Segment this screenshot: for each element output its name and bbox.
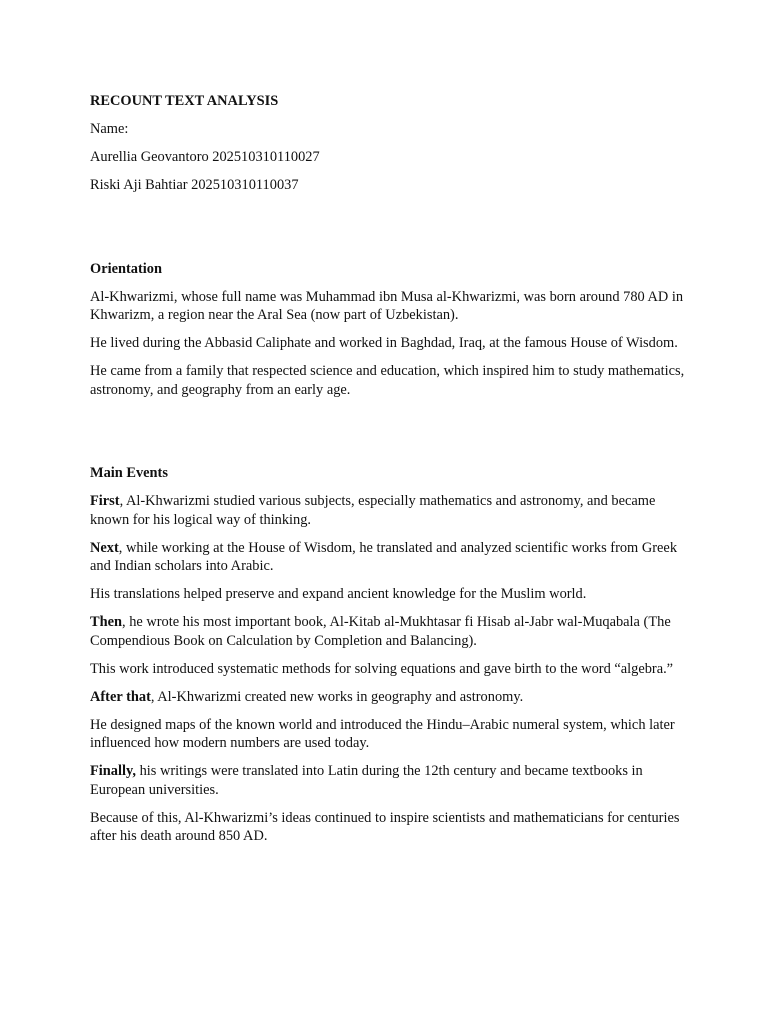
document-title: RECOUNT TEXT ANALYSIS	[90, 93, 279, 109]
event-text: , Al-Khwarizmi studied various subjects, especially mathematics and astronomy, and became known for his logical way of thinking.	[90, 493, 656, 528]
orientation-paragraph: He lived during the Abbasid Caliphate and worked in Baghdad, Iraq, at the famous House of Wisdom.	[90, 335, 678, 351]
event-paragraph	[90, 492, 690, 529]
event-text: , Al-Khwarizmi created new works in geography and astronomy.	[150, 688, 524, 705]
document-body	[90, 92, 690, 846]
orientation-heading: Orientation	[90, 260, 162, 277]
event-lead: After that	[90, 688, 151, 705]
name-label: Name:	[90, 121, 129, 137]
orientation-paragraph: Al-Khwarizmi, whose full name was Muhammad ibn Musa al-Khwarizmi, was born around 780 AD in Khwarizm, a region near the Aral Sea (now part of Uzbekistan).	[90, 288, 684, 323]
orientation-paragraph: He came from a family that respected science and education, which inspired him to study mathematics, astronomy, and geography from an early age.	[90, 363, 685, 398]
event-lead: First	[90, 493, 120, 509]
event-text: , he wrote his most important book, Al-Kitab al-Mukhtasar fi Hisab al-Jabr wal-Muqabala (The Compendious Book on Calculation by Completion and Balancing).	[90, 614, 671, 649]
event-lead: Finally,	[90, 763, 136, 779]
event-text: his writings were translated into Latin during the 12th century and became textbooks in European universities.	[90, 763, 643, 798]
event-text: This work introduced systematic methods for solving equations and gave birth to the word “algebra.”	[90, 660, 674, 677]
author-line: Aurellia Geovantoro 202510310110027	[90, 149, 320, 165]
event-text: , while working at the House of Wisdom, he translated and analyzed scientific works from Greek and Indian scholars into Arabic.	[90, 539, 678, 574]
event-paragraph	[90, 539, 690, 576]
event-paragraph	[90, 660, 690, 679]
main-events-heading: Main Events	[90, 465, 168, 481]
event-paragraph	[90, 809, 690, 846]
event-paragraph	[90, 585, 690, 604]
event-text: He designed maps of the known world and introduced the Hindu–Arabic numeral system, which later influenced how modern numbers are used today.	[90, 716, 675, 751]
event-lead: Next	[90, 539, 119, 556]
author-line: Riski Aji Bahtiar 202510310110037	[90, 177, 299, 193]
event-text: Because of this, Al-Khwarizmi’s ideas continued to inspire scientists and mathematicians for centuries after his death around 850 AD.	[90, 809, 680, 844]
event-paragraph	[90, 716, 690, 753]
event-paragraph	[90, 613, 690, 650]
event-paragraph	[90, 762, 690, 799]
event-text: His translations helped preserve and expand ancient knowledge for the Muslim world.	[90, 586, 587, 602]
event-paragraph	[90, 688, 690, 707]
event-lead: Then	[90, 614, 122, 630]
